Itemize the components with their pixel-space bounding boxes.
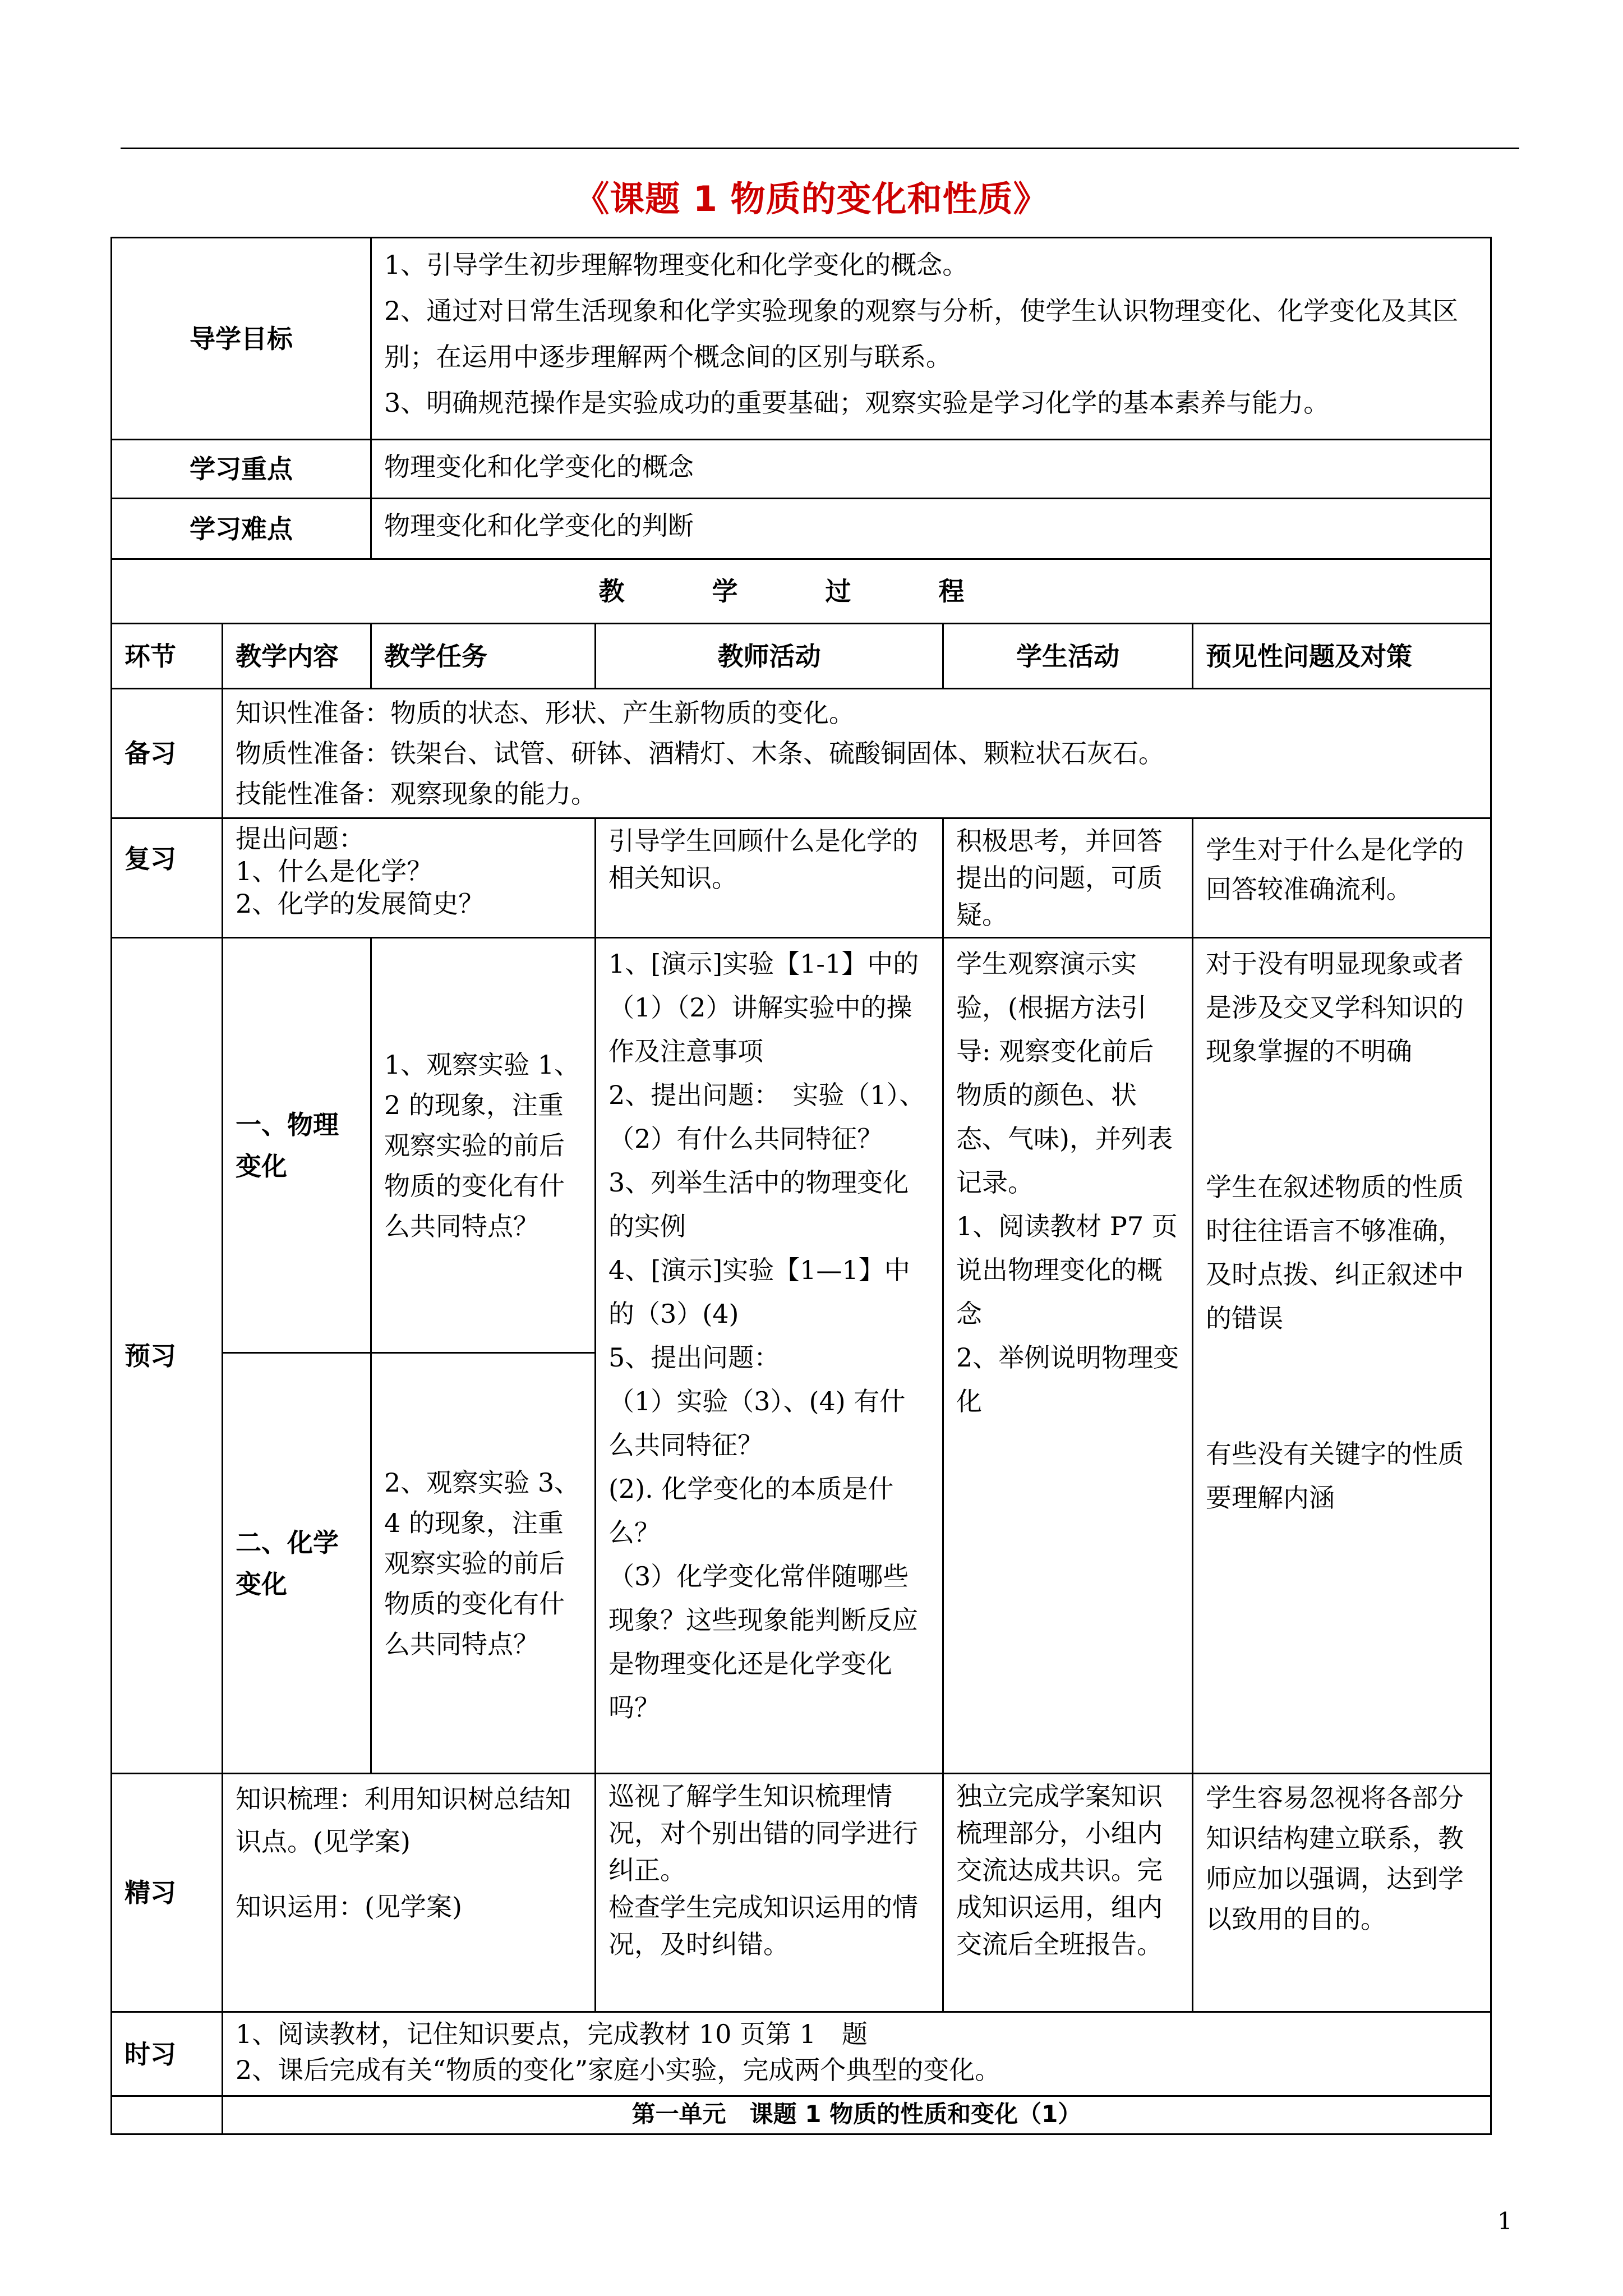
yuxi-teacher-line: 4、[演示]实验【1—1】中的（3）(4) — [608, 1255, 910, 1329]
yuxi-teacher-line: （1）实验（3）、(4) 有什么共同特征？ — [608, 1386, 906, 1460]
col-header: 教学任务 — [371, 624, 596, 689]
footer-row-text: 第一单元 课题 1 物质的性质和变化（1） — [223, 2096, 1491, 2134]
shixi-label: 时习 — [112, 2012, 223, 2096]
yuxi-student-line: 学生观察演示实验，(根据方法引导: 观察变化前后物质的颜色、状态、气味)，并列表记录。 — [956, 949, 1173, 1198]
difficulty-label: 学习难点 — [112, 499, 371, 559]
shixi-content — [223, 2012, 1491, 2096]
yuxi-issue-1: 对于没有明显现象或者是涉及交叉学科知识的现象掌握的不明确 — [1206, 949, 1464, 1066]
key-point-label: 学习重点 — [112, 440, 371, 499]
jingxi-content-2: 知识运用：(见学案) — [236, 1892, 462, 1922]
fuxi-line: 2、化学的发展简史？ — [236, 889, 485, 919]
yuxi-issue-2: 学生在叙述物质的性质时往往语言不够准确，及时点拨、纠正叙述中的错误 — [1206, 1172, 1464, 1333]
page-number: 1 — [1497, 2207, 1513, 2235]
fuxi-line: 1、什么是化学？ — [236, 856, 433, 886]
yuxi-teacher-line: (2). 化学变化的本质是什么？ — [608, 1474, 894, 1548]
col-header: 预见性问题及对策 — [1193, 624, 1491, 689]
yuxi-topic-chemical: 二、化学变化 — [223, 1353, 371, 1774]
fuxi-student: 积极思考，并回答提出的问题，可质疑。 — [943, 818, 1193, 938]
beixi-line: 物质性准备：铁架台、试管、研钵、酒精灯、木条、硫酸铜固体、颗粒状石灰石。 — [236, 738, 1164, 769]
col-header: 学生活动 — [943, 624, 1193, 689]
yuxi-student-line: 1、阅读教材 P7 页说出物理变化的概念 — [956, 1211, 1178, 1329]
top-rule — [121, 148, 1519, 149]
jingxi-teacher-2: 检查学生完成知识运用的情况，及时纠错。 — [608, 1892, 918, 1959]
fuxi-teacher: 引导学生回顾什么是化学的相关知识。 — [596, 818, 943, 938]
goals-row — [112, 238, 1491, 440]
beixi-label: 备习 — [112, 689, 223, 818]
beixi-row — [112, 689, 1491, 818]
spacer — [1206, 1340, 1478, 1386]
shixi-line: 1、阅读教材，记住知识要点，完成教材 10 页第 1 题 — [236, 2019, 868, 2049]
yuxi-teacher-line: 3、列举生活中的物理变化的实例 — [608, 1167, 909, 1241]
yuxi-teacher-line: 1、[演示]实验【1-1】中的（1）（2）讲解实验中的操作及注意事项 — [608, 949, 919, 1066]
page-title: 《课题 1 物质的变化和性质》 — [574, 178, 1049, 219]
goals-cell — [371, 238, 1491, 440]
yuxi-task-1: 1、观察实验 1、2 的现象，注重观察实验的前后物质的变化有什么共同特点？ — [371, 938, 596, 1353]
jingxi-student: 独立完成学案知识梳理部分，小组内交流达成共识。完成知识运用，组内交流后全班报告。 — [943, 1774, 1193, 2012]
shixi-line: 2、课后完成有关“物质的变化”家庭小实验，完成两个典型的变化。 — [236, 2055, 1001, 2085]
jingxi-content — [223, 1774, 596, 2012]
col-header: 环节 — [112, 624, 223, 689]
yuxi-teacher-line: 2、提出问题： 实验（1）、（2）有什么共同特征？ — [608, 1080, 925, 1154]
yuxi-student — [943, 938, 1193, 1774]
footer-row — [112, 2096, 1491, 2134]
spacer — [1206, 1073, 1478, 1119]
yuxi-issues — [1193, 938, 1491, 1774]
goal-line: 3、明确规范操作是实验成功的重要基础；观察实验是学习化学的基本素养与能力。 — [384, 388, 1330, 418]
yuxi-row-1 — [112, 938, 1491, 1353]
key-point-text: 物理变化和化学变化的概念 — [371, 440, 1491, 499]
goal-line: 2、通过对日常生活现象和化学实验现象的观察与分析，使学生认识物理变化、化学变化及其区别；在运用中逐步理解两个概念间的区别与联系。 — [384, 296, 1459, 372]
col-header: 教师活动 — [596, 624, 943, 689]
yuxi-task-2: 2、观察实验 3、4 的现象，注重观察实验的前后物质的变化有什么共同特点？ — [371, 1353, 596, 1774]
fuxi-content — [223, 818, 596, 938]
fuxi-issues: 学生对于什么是化学的回答较准确流利。 — [1193, 818, 1491, 938]
jingxi-content-1: 知识梳理：利用知识树总结知识点。(见学案) — [236, 1784, 571, 1857]
goals-label: 导学目标 — [112, 238, 371, 440]
goal-line: 1、引导学生初步理解物理变化和化学变化的概念。 — [384, 250, 969, 280]
yuxi-teacher — [596, 938, 943, 1774]
yuxi-label: 预习 — [112, 938, 223, 1774]
fuxi-line: 提出问题： — [236, 823, 365, 854]
key-point-row — [112, 440, 1491, 499]
spacer — [236, 1863, 582, 1885]
process-title: 教 学 过 程 — [112, 559, 1491, 624]
spacer — [1206, 1119, 1478, 1165]
jingxi-teacher — [596, 1774, 943, 2012]
column-header-row — [112, 624, 1491, 689]
yuxi-teacher-line: 5、提出问题： — [608, 1342, 780, 1373]
yuxi-topic-physical: 一、物理变化 — [223, 938, 371, 1353]
yuxi-teacher-line: （3）化学变化常伴随哪些现象？这些现象能判断反应是物理变化还是化学变化吗？ — [608, 1561, 918, 1723]
yuxi-student-line: 2、举例说明物理变化 — [956, 1342, 1179, 1416]
beixi-line: 技能性准备：观察现象的能力。 — [236, 779, 597, 809]
jingxi-row — [112, 1774, 1491, 2012]
lesson-plan-table — [110, 237, 1492, 2135]
jingxi-issues: 学生容易忽视将各部分知识结构建立联系，教师应加以强调，达到学以致用的目的。 — [1193, 1774, 1491, 2012]
fuxi-label: 复习 — [112, 818, 223, 938]
difficulty-row — [112, 499, 1491, 559]
process-title-row — [112, 559, 1491, 624]
beixi-line: 知识性准备：物质的状态、形状、产生新物质的变化。 — [236, 698, 855, 728]
shixi-row — [112, 2012, 1491, 2096]
difficulty-text: 物理变化和化学变化的判断 — [371, 499, 1491, 559]
col-header: 教学内容 — [223, 624, 371, 689]
jingxi-label: 精习 — [112, 1774, 223, 2012]
fuxi-row — [112, 818, 1491, 938]
yuxi-issue-3: 有些没有关键字的性质要理解内涵 — [1206, 1439, 1464, 1513]
spacer — [1206, 1386, 1478, 1432]
footer-empty-cell — [112, 2096, 223, 2134]
beixi-content — [223, 689, 1491, 818]
jingxi-teacher-1: 巡视了解学生知识梳理情况，对个别出错的同学进行纠正。 — [608, 1781, 918, 1885]
